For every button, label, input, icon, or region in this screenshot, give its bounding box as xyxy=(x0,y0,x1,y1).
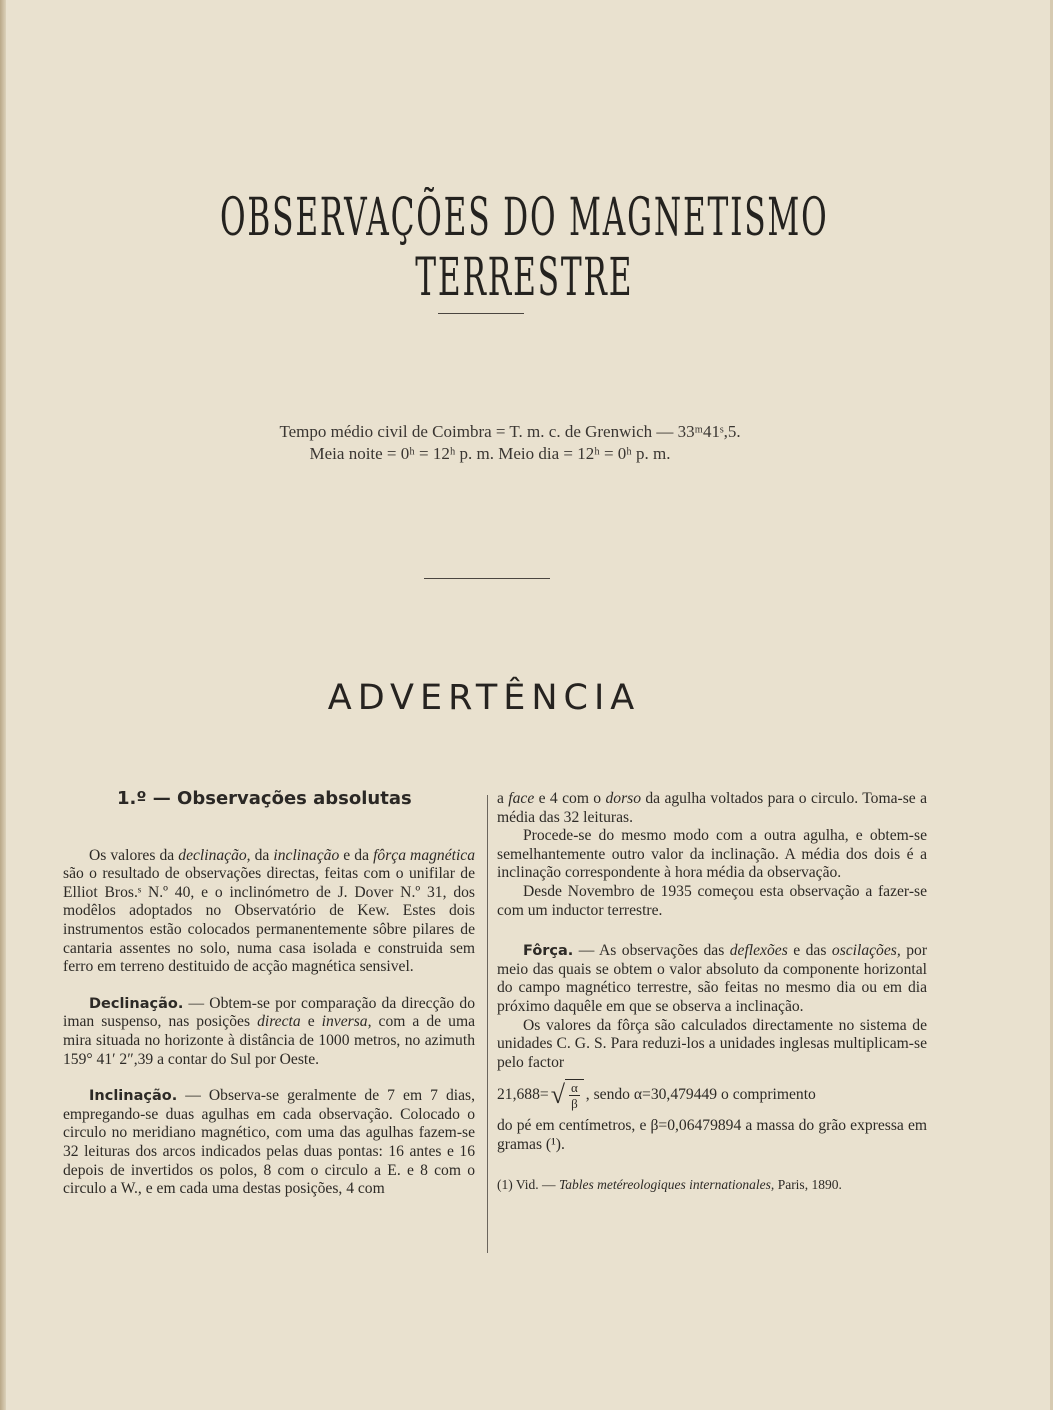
column-divider xyxy=(487,795,488,1253)
fraction-numerator: α xyxy=(570,1080,578,1096)
conversion-formula xyxy=(497,1079,927,1111)
formula-rest: , sendo α=30,479449 o comprimento xyxy=(585,1086,816,1104)
time-line-2: Meia noite = 0ʰ = 12ʰ p. m. Meio dia = 12ʰ = 0ʰ p. m. xyxy=(309,444,671,463)
time-line-1: Tempo médio civil de Coimbra = T. m. c. de Grenwich — 33ᵐ41ˢ,5. xyxy=(279,422,741,441)
units-paragraph: Os valores da fôrça são calculados directamente no sistema de unidades C. G. S. Para reduzi-los a unidades inglesas multiplicam-se pelo factor xyxy=(497,1016,927,1071)
forca-paragraph: Fôrça. — As observações das deflexões e das oscilações, por meio das quais se obtem o valor absoluto da componente horizontal do campo magnético terrestre, são feitas no mesmo dia ou em dia próximo daquêle em que se observa a inclinação. xyxy=(497,942,928,1015)
title-rule xyxy=(438,313,524,314)
advertencia-heading: ADVERTÊNCIA xyxy=(327,678,641,718)
second-needle-paragraph: Procede-se do mesmo modo com a outra agulha, e obtem-se semelhantemente outro valor da inclinação. A média dos dois é a inclinação correspondente à hora média da observação. xyxy=(497,827,927,882)
inductor-paragraph: Desde Novembro de 1935 começou esta observação a fazer-se com um inductor terrestre. xyxy=(497,882,927,919)
formula-fraction xyxy=(565,1079,584,1111)
square-root: √ $\frac{\alpha}{\beta}$ xyxy=(551,1079,584,1111)
inclinacao-paragraph: Inclinação. — Observa-se geralmente de 7 em 7 dias, empregando-se duas agulhas em cada observação. Colocado o circulo no meridiano magnético, com uma das agulhas fazem-se 32 leituras dos arcos indicados pelas duas pontas: 16 antes e 16 depois de invertidos os polos, 8 com o circulo a E. e 8 com o circulo a W., e em cada uma destas posições, 4 com xyxy=(63,1087,475,1198)
declinacao-paragraph: Declinação. — Obtem-se por comparação da direcção do iman suspenso, nas posições directa e inversa, com a de uma mira situada no horizonte à distância de 1000 metros, no azimuth 159° 41′ 2″,39 a contar do Sul por Oeste. xyxy=(63,994,475,1068)
grain-paragraph: do pé em centímetros, e β=0,06479894 a massa do grão expressa em gramas (¹). xyxy=(497,1117,927,1153)
intro-paragraph: Os valores da declinação, da inclinação e da fôrça magnética são o resultado de observações directas, feitas com o unifilar de Elliot Bros.ˢ N.º 40, e o inclinómetro de J. Dover N.º 31, dos modêlos adoptados no Observatório de Kew. Estes dois instrumentos estão colocados permanentemente sôbre pilares de cantaria assentes no solo, numa casa isolada e construida sem ferro em terreno destituido de acção magnética sensivel. xyxy=(63,846,476,976)
section-title: 1.º — Observações absolutas xyxy=(117,788,412,809)
section-rule xyxy=(424,578,550,579)
footnote: (1) Vid. — Tables metéreologiques internationales, Paris, 1890. xyxy=(497,1176,842,1192)
time-note xyxy=(0,421,1020,465)
page-title: OBSERVAÇÕES DO MAGNETISMO TERRESTRE xyxy=(220,188,829,308)
inclinacao-continued: a face e 4 com o dorso da agulha voltados para o circulo. Toma-se a média das 32 leituras. xyxy=(497,790,927,826)
left-column xyxy=(63,790,475,1199)
formula-lhs: 21,688= xyxy=(497,1086,549,1104)
right-column xyxy=(497,790,927,1193)
fraction-denominator: β xyxy=(571,1096,578,1112)
